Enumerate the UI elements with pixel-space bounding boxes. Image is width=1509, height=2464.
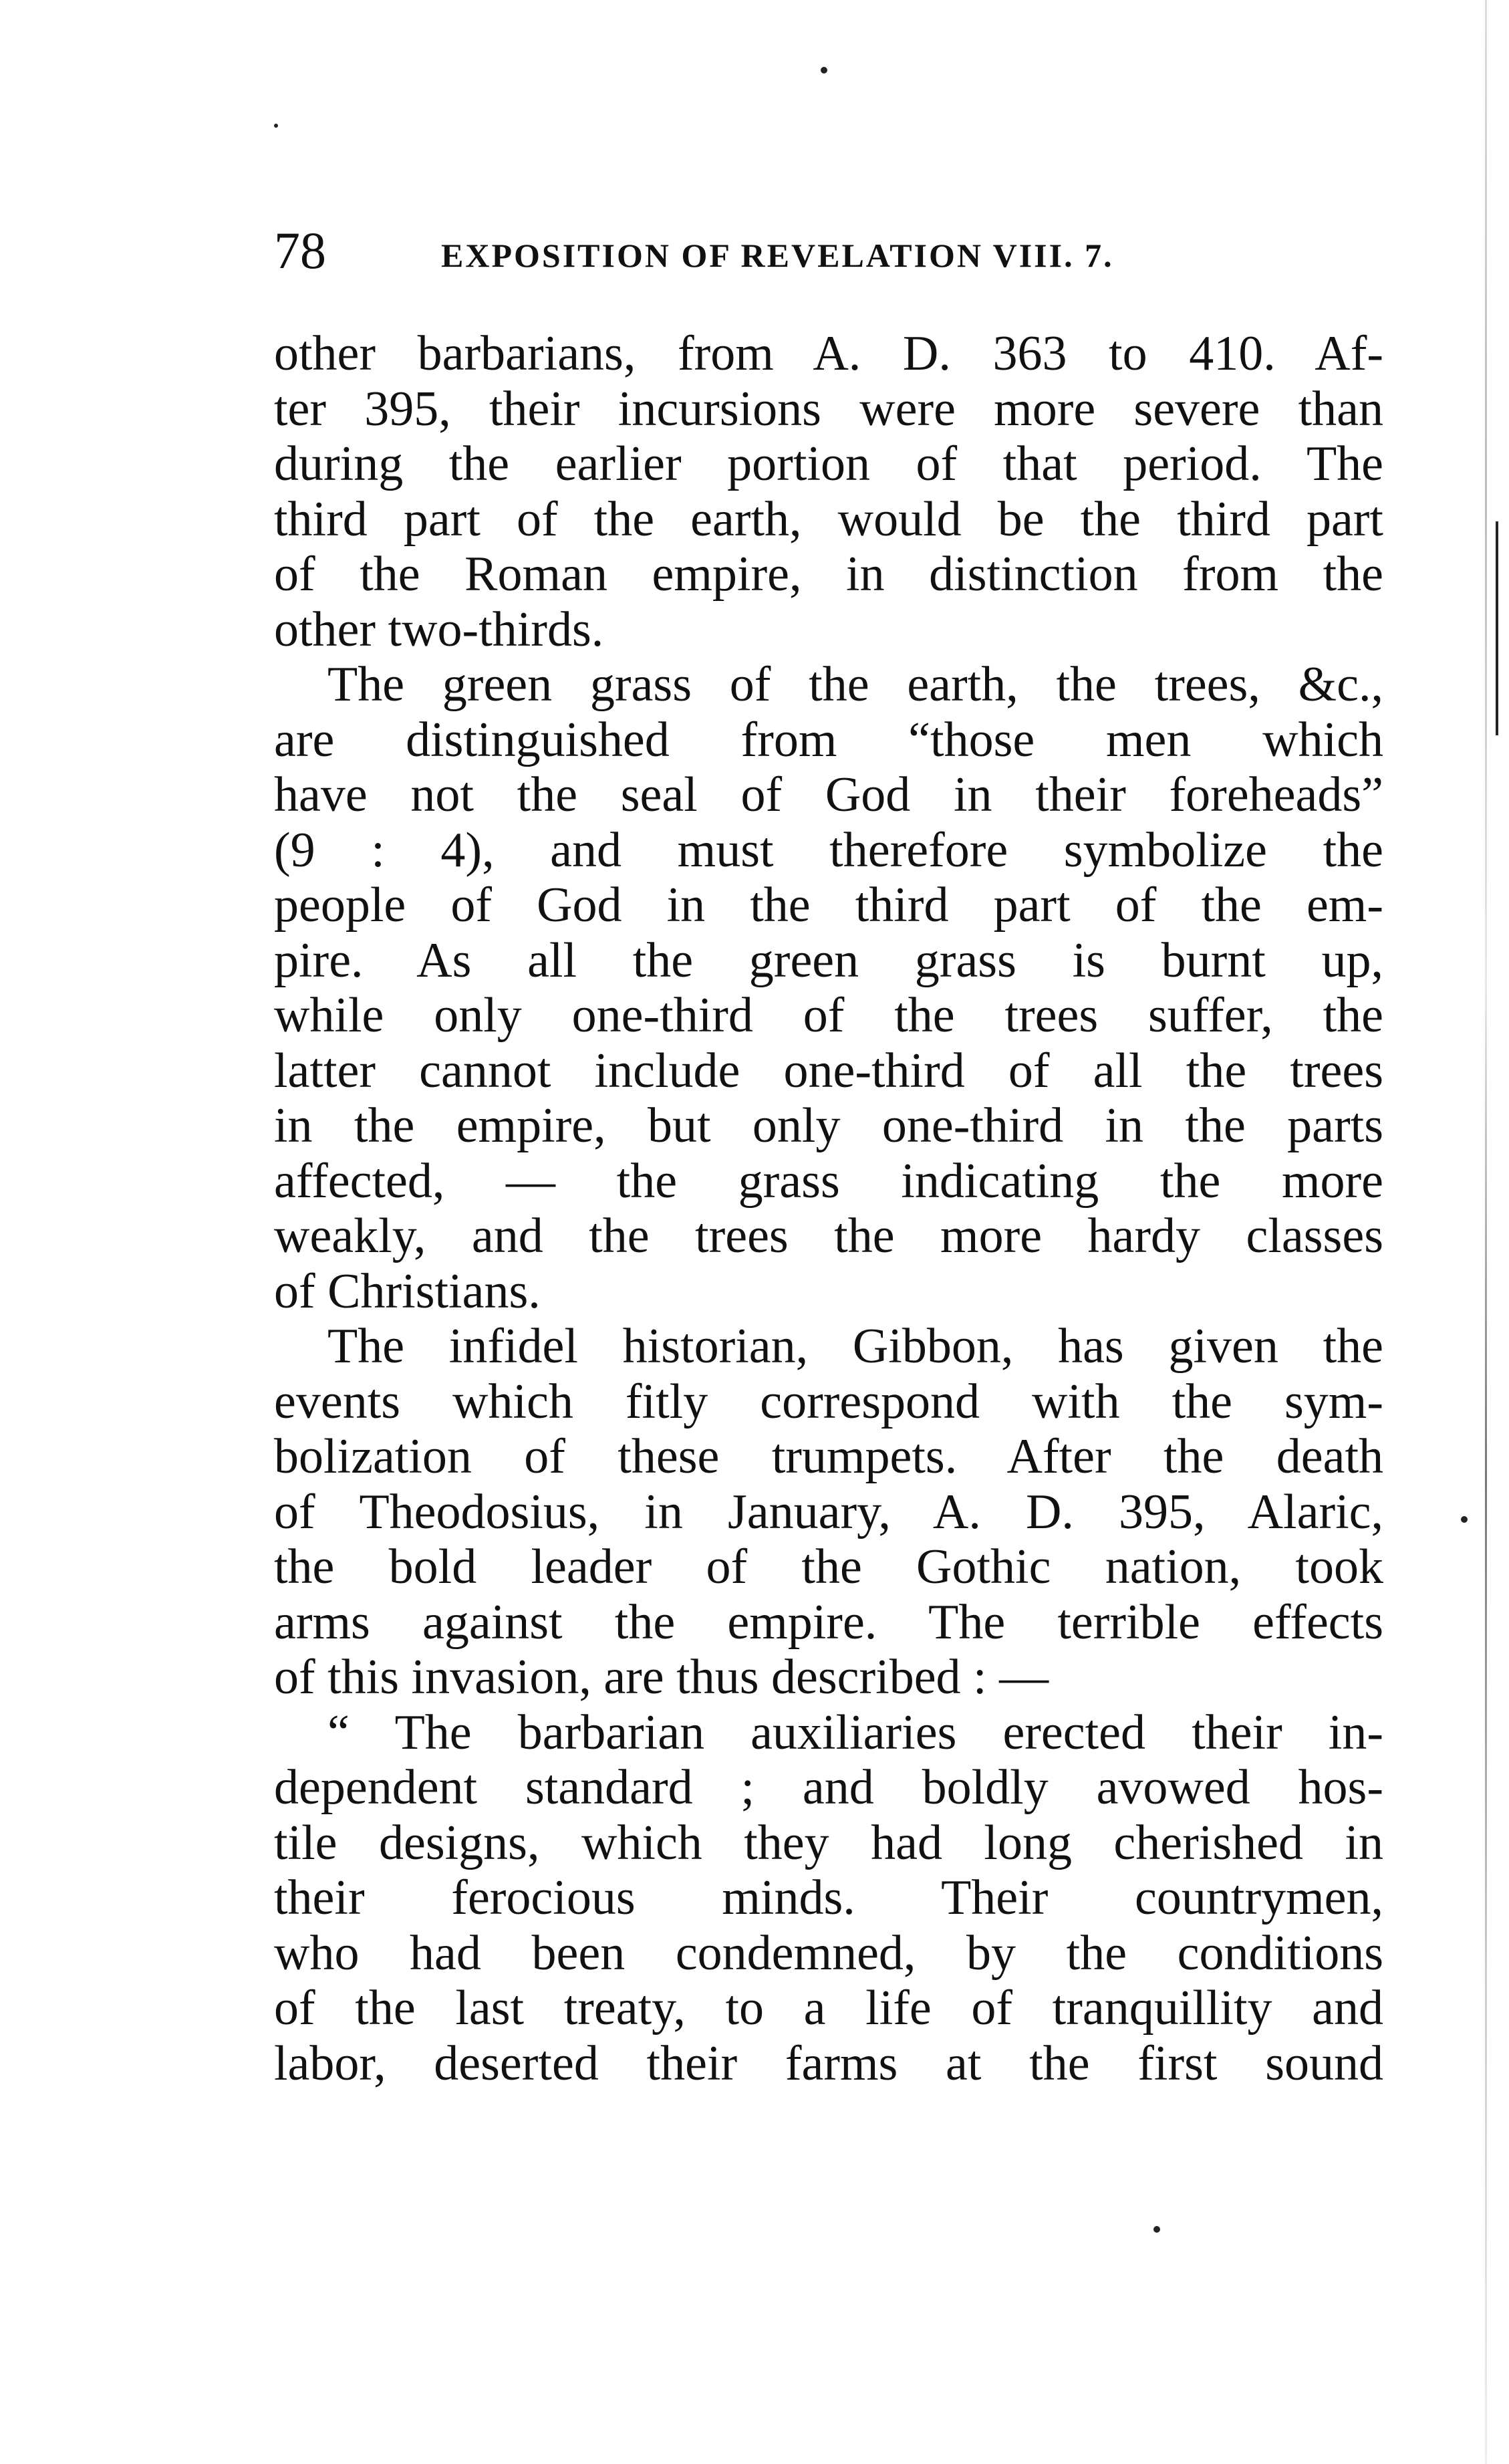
page-edge-mark [1496,521,1498,735]
text-line: in the empire, but only one-third in the parts [274,1098,1383,1153]
text-line: affected, — the grass indicating the more [274,1153,1383,1209]
text-line: weakly, and the trees the more hardy classes [274,1209,1383,1263]
text-line: The infidel historian, Gibbon, has given the [327,1319,1383,1374]
text-line: people of God in the third part of the em- [274,878,1383,933]
ink-speck [821,67,827,74]
ink-speck [1153,2226,1160,2233]
text-line: of the Roman empire, in distinction from the [274,547,1383,602]
ink-speck [1461,1516,1468,1523]
body-text [274,326,1383,2091]
text-line: of this invasion, are thus described : — [274,1650,1049,1705]
ink-speck [274,124,278,128]
text-line: other two-thirds. [274,602,604,657]
text-line: (9 : 4), and must therefore symbolize the [274,822,1383,878]
text-line: of Theodosius, in January, A. D. 395, Alaric, [274,1484,1383,1539]
text-line: of the last treaty, to a life of tranquillity and [274,1981,1383,2036]
text-line: have not the seal of God in their foreheads” [274,767,1383,822]
text-line: ter 395, their incursions were more severe than [274,381,1383,437]
text-line: the bold leader of the Gothic nation, took [274,1539,1383,1594]
text-line: pire. As all the green grass is burnt up, [274,933,1383,988]
text-line: arms against the empire. The terrible effects [274,1594,1383,1650]
page-header [274,221,1397,281]
running-title: EXPOSITION OF REVELATION VIII. 7. [441,237,1114,274]
text-line: other barbarians, from A. D. 363 to 410. Af- [274,326,1383,381]
text-line: who had been condemned, by the conditions [274,1925,1383,1981]
text-line: while only one-third of the trees suffer, the [274,988,1383,1043]
text-line: The green grass of the earth, the trees, &c., [327,657,1383,712]
text-line: events which fitly correspond with the sym- [274,1374,1383,1429]
text-line: latter cannot include one-third of all the trees [274,1043,1383,1098]
text-line: third part of the earth, would be the third part [274,491,1383,547]
page-number: 78 [274,221,326,279]
text-line: dependent standard ; and boldly avowed hos- [274,1760,1383,1815]
text-line: labor, deserted their farms at the first sound [274,2036,1383,2091]
text-line: bolization of these trumpets. After the death [274,1429,1383,1484]
text-line: their ferocious minds. Their countrymen, [274,1870,1383,1925]
page-edge-shadow [1485,0,1487,2464]
text-line: “ The barbarian auxiliaries erected their in- [327,1705,1383,1760]
text-line: of Christians. [274,1263,541,1319]
text-line: during the earlier portion of that period. The [274,437,1383,491]
text-line: are distinguished from “those men which [274,712,1383,767]
text-line: tile designs, which they had long cherished in [274,1815,1383,1870]
